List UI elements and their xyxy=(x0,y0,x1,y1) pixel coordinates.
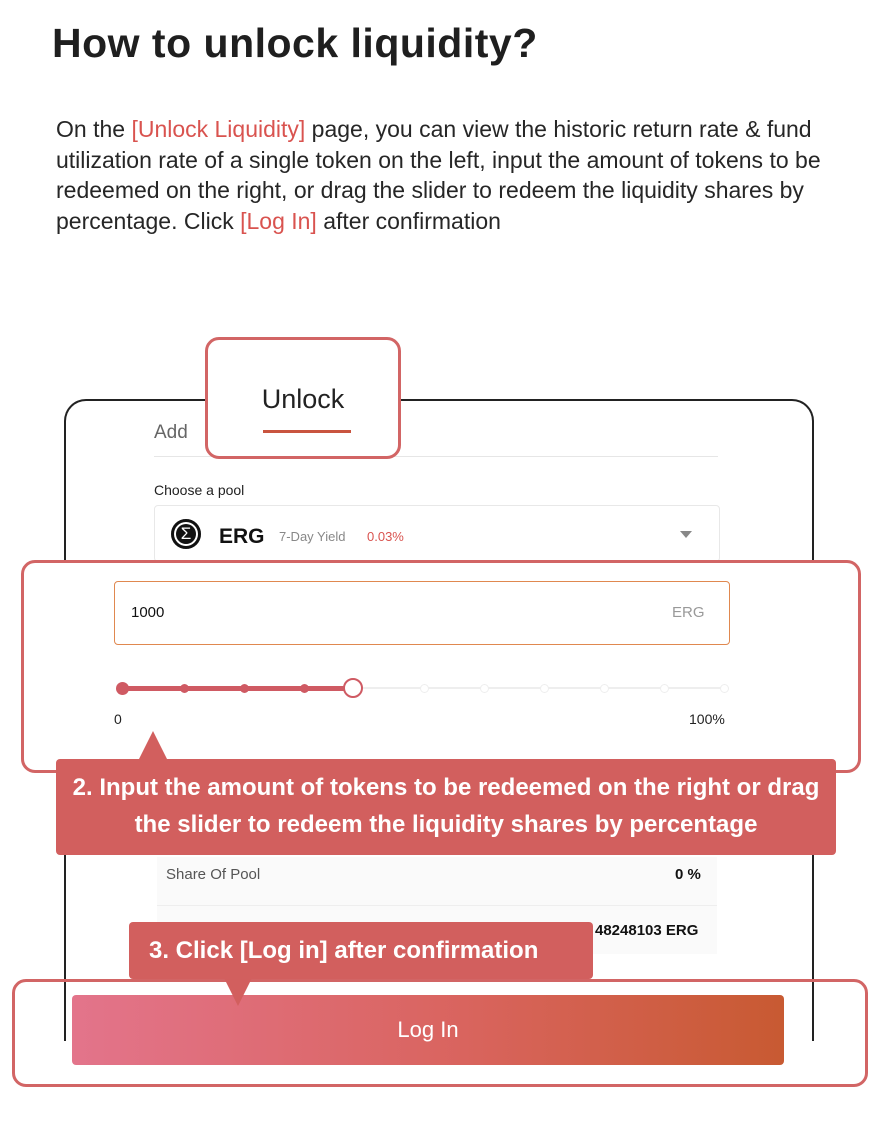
slider-mark-90[interactable] xyxy=(660,684,669,693)
slider-fill xyxy=(122,686,352,691)
slider-handle[interactable] xyxy=(343,678,363,698)
step2-tooltip-arrow xyxy=(139,731,167,759)
unlock-tab-highlight xyxy=(205,337,401,459)
slider-min-label: 0 xyxy=(114,711,122,727)
description-text-3: after confirmation xyxy=(316,207,501,234)
step3-tooltip: 3. Click [Log in] after confirmation xyxy=(129,922,593,979)
receive-value: 48248103 ERG xyxy=(595,922,699,939)
share-of-pool-label: Share Of Pool xyxy=(166,866,261,883)
description-text-2: page, you can view the historic return rate & fund utilization rate of a single token on the left, input the amount of tokens to be redeemed on the right, or drag the slider to redeem the liquidity shares by percentage. Click xyxy=(56,116,821,234)
unlock-liquidity-link: [Unlock Liquidity] xyxy=(131,116,306,142)
amount-input[interactable] xyxy=(114,581,730,645)
active-tab-indicator xyxy=(263,430,351,433)
slider-mark-50[interactable] xyxy=(420,684,429,693)
page-title: How to unlock liquidity? xyxy=(52,20,538,66)
slider-mark-20[interactable] xyxy=(240,684,249,693)
chevron-down-icon[interactable] xyxy=(680,531,692,538)
slider-mark-10[interactable] xyxy=(180,684,189,693)
choose-pool-label: Choose a pool xyxy=(154,482,245,498)
slider-mark-80[interactable] xyxy=(600,684,609,693)
tab-add[interactable]: Add xyxy=(154,422,188,443)
slider-mark-0[interactable] xyxy=(116,682,129,695)
log-in-button[interactable]: Log In xyxy=(72,995,784,1065)
slider-mark-60[interactable] xyxy=(480,684,489,693)
log-in-link: [Log In] xyxy=(240,207,317,234)
yield-label: 7-Day Yield xyxy=(279,529,346,544)
pool-token-name: ERG xyxy=(219,525,265,548)
amount-unit: ERG xyxy=(672,604,705,621)
description-text-1: On the xyxy=(56,116,132,142)
amount-input-value: 1000 xyxy=(131,604,165,621)
tab-unlock[interactable]: Unlock xyxy=(261,384,345,414)
slider-mark-30[interactable] xyxy=(300,684,309,693)
slider-max-label: 100% xyxy=(689,711,725,727)
share-of-pool-value: 0 % xyxy=(675,866,701,883)
yield-value: 0.03% xyxy=(367,529,404,544)
slider-mark-70[interactable] xyxy=(540,684,549,693)
slider-mark-100[interactable] xyxy=(720,684,729,693)
step3-tooltip-arrow xyxy=(224,978,252,1006)
description xyxy=(56,114,856,236)
erg-token-icon: Σ xyxy=(171,519,201,549)
step2-tooltip: 2. Input the amount of tokens to be redeemed on the right or drag the slider to redeem the liquidity shares by percentage xyxy=(56,759,836,855)
